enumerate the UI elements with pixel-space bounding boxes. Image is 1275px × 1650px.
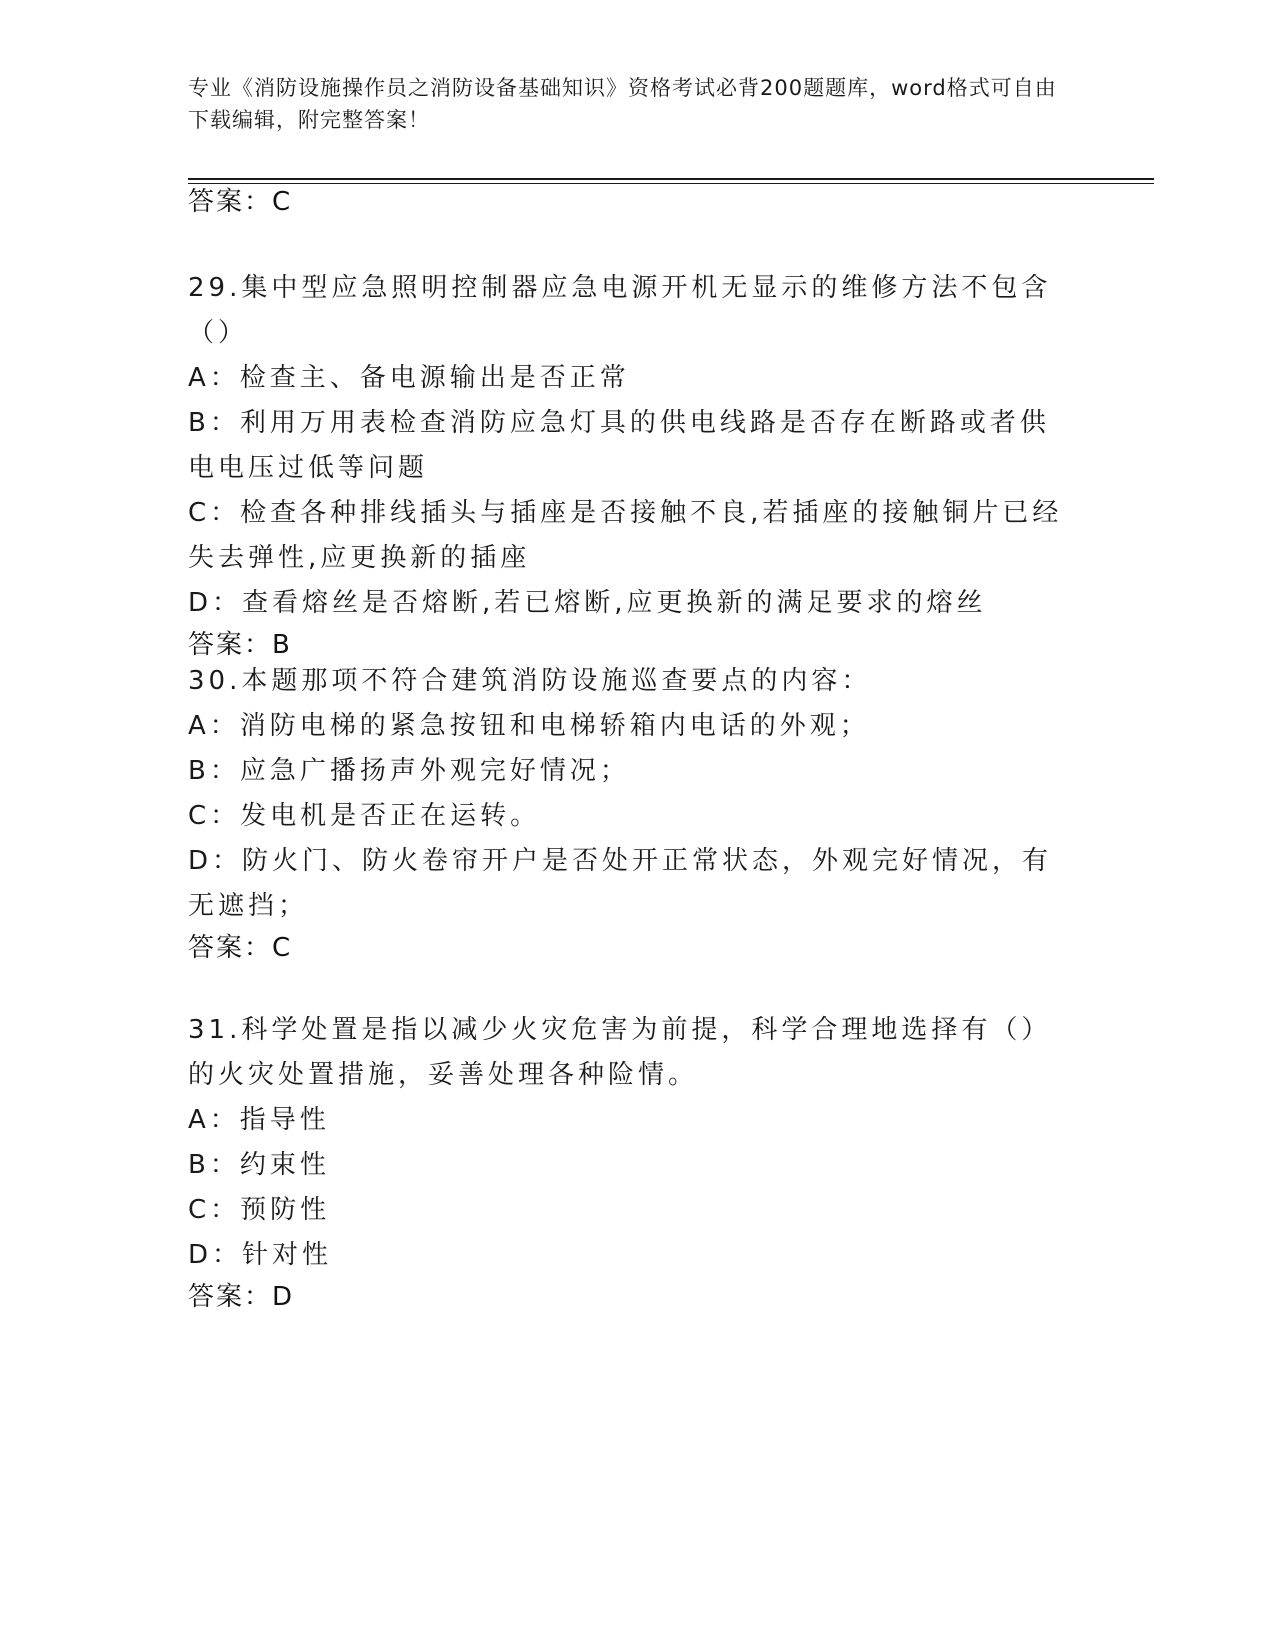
question-30-option-d: D：防火门、防火卷帘开户是否处开正常状态，外观完好情况，有无遮挡； <box>188 846 1053 921</box>
question-30-answer: 答案：C <box>188 933 293 963</box>
question-29-stem: 29.集中型应急照明控制器应急电源开机无显示的维修方法不包含（） <box>188 273 1052 348</box>
question-31 <box>188 1008 1088 1316</box>
question-31-option-a: A：指导性 <box>188 1105 330 1135</box>
header-rule-thick <box>188 178 1154 180</box>
question-31-stem: 31.科学处置是指以减少火灾危害为前提，科学合理地选择有（）的火灾处置措施，妥善处理各种险情。 <box>188 1015 1052 1090</box>
question-29-option-a: A：检查主、备电源输出是否正常 <box>188 363 630 393</box>
question-31-option-d: D：针对性 <box>188 1240 333 1270</box>
answer-28: 答案：C <box>188 187 293 217</box>
question-30-option-b: B：应急广播扬声外观完好情况； <box>188 756 630 786</box>
question-31-option-b: B：约束性 <box>188 1150 330 1180</box>
question-31-answer: 答案：D <box>188 1282 295 1312</box>
question-29-option-d: D：查看熔丝是否熔断,若已熔断,应更换新的满足要求的熔丝 <box>188 588 987 618</box>
question-30-stem: 30.本题那项不符合建筑消防设施巡查要点的内容： <box>188 666 872 696</box>
question-29-answer: 答案：B <box>188 630 292 660</box>
question-29-option-b: B：利用万用表检查消防应急灯具的供电线路是否存在断路或者供电电压过低等问题 <box>188 408 1050 483</box>
question-30 <box>188 659 1088 967</box>
question-31-option-c: C：预防性 <box>188 1195 331 1225</box>
question-30-option-a: A：消防电梯的紧急按钮和电梯轿箱内电话的外观； <box>188 711 870 741</box>
document-header: 专业《消防设施操作员之消防设备基础知识》资格考试必背200题题库，word格式可自由下载编辑，附完整答案！ <box>188 76 1057 132</box>
question-29 <box>188 266 1088 664</box>
question-29-option-c: C：检查各种排线插头与插座是否接触不良,若插座的接触铜片已经失去弹性,应更换新的插座 <box>188 498 1063 573</box>
question-30-option-c: C：发电机是否正在运转。 <box>188 801 541 831</box>
